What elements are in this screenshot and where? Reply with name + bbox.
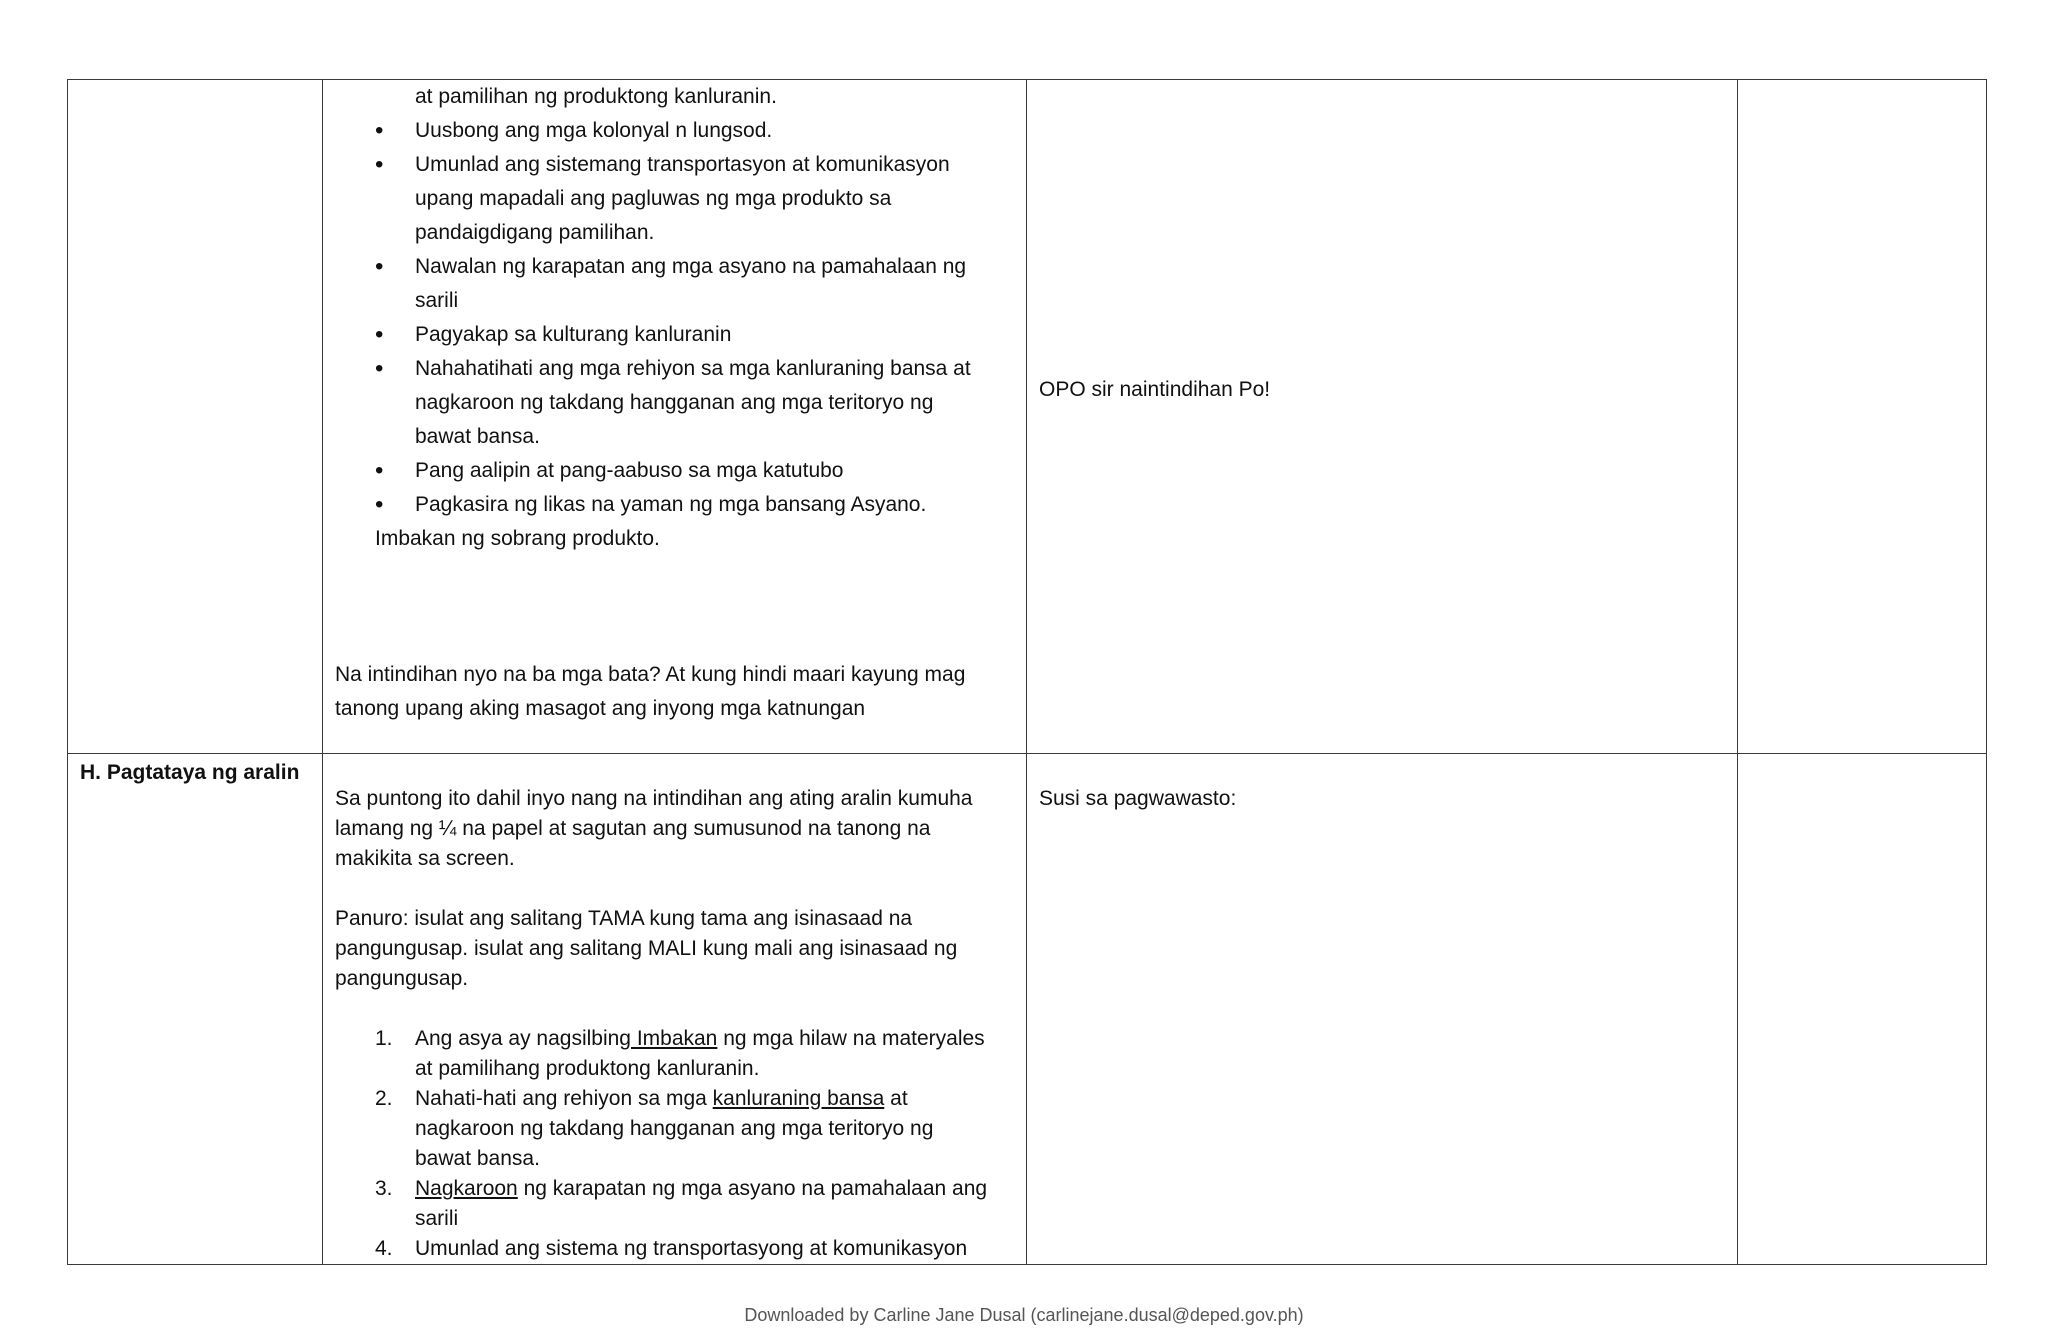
remarks-cell-empty [1738,80,1987,754]
row-label-cell [68,754,323,1265]
row-label-cell-empty [68,80,323,754]
quiz-number: 3. [375,1177,393,1200]
list-item: nagkaroon ng takdang hangganan ang mga teritoryo ng [415,391,934,414]
quiz-text: ng mga hilaw na materyales [717,1027,985,1050]
list-item: • Pagyakap sa kulturang kanluranin [335,318,1014,352]
quiz-text: Ang asya ay nagsilbing [415,1027,631,1050]
teacher-activity-cell [323,80,1027,754]
list-item: upang mapadali ang pagluwas ng mga produkto sa [415,187,892,210]
quiz-underlined-term: kanluraning bansa [712,1087,885,1110]
quiz-item [335,1084,1014,1174]
comprehension-question-line-2: tanong upang aking masagot ang inyong mga katnungan [335,697,866,720]
remarks-cell-empty [1738,754,1987,1265]
quiz-text-continued: at pamilihang produktong kanluranin. [415,1057,760,1080]
quiz-text: ng karapatan ng mga asyano na pamahalaan ang [517,1177,988,1200]
quiz-item [335,1024,1014,1084]
section-label: H. Pagtataya ng aralin [80,761,300,784]
list-item: pandaigdigang pamilihan. [415,221,655,244]
lesson-plan-table [67,79,1987,1265]
quiz-underlined-term: Imbakan [630,1027,718,1050]
assessment-cell [323,754,1027,1265]
list-item: • Uusbong ang mga kolonyal n lungsod. [335,114,1014,148]
student-activity-cell [1027,80,1738,754]
quiz-text: at [884,1087,908,1110]
quiz-number: 2. [375,1087,393,1110]
quiz-text-continued: bawat bansa. [415,1147,540,1170]
list-item: at pamilihan ng produktong kanluranin. [415,85,777,108]
table-row [68,80,1987,754]
list-item: • Umunlad ang sistemang transportasyon at komunikasyon [335,148,1014,182]
intro-line: lamang ng ¼ na papel at sagutan ang sumusunod na tanong na [335,817,931,840]
list-item: sarili [415,289,459,312]
trailing-line: Imbakan ng sobrang produkto. [375,527,660,550]
intro-line: makikita sa screen. [335,847,515,870]
quiz-text: Nahati-hati ang rehiyon sa mga [415,1087,713,1110]
quiz-number: 4. [375,1237,393,1260]
comprehension-question-line-1: Na intindihan nyo na ba mga bata? At kung hindi maari kayung mag [335,663,966,686]
list-item: • Pang aalipin at pang-aabuso sa mga katutubo [335,454,1014,488]
quiz-text-continued: sarili [415,1207,459,1230]
instruction-line: pangungusap. isulat ang salitang MALI kung mali ang isinasaad ng [335,937,958,960]
list-item: bawat bansa. [415,425,540,448]
instruction-line: pangungusap. [335,967,469,990]
list-item: • Nahahatihati ang mga rehiyon sa mga kanluraning bansa at [335,352,1014,386]
student-response: OPO sir naintindihan Po! [1039,378,1271,401]
answer-key-cell [1027,754,1738,1265]
list-item: • Pagkasira ng likas na yaman ng mga bansang Asyano. [335,488,1014,522]
quiz-number: 1. [375,1027,393,1050]
quiz-list [335,1024,1014,1264]
table-row [68,754,1987,1265]
quiz-text: Umunlad ang sistema ng transportasyong at komunikasyon [415,1237,968,1260]
quiz-underlined-term: Nagkaroon [415,1177,518,1200]
quiz-item [335,1174,1014,1234]
answer-key-label: Susi sa pagwawasto: [1039,787,1237,810]
quiz-item [335,1234,1014,1264]
quiz-text-continued: nagkaroon ng takdang hangganan ang mga teritoryo ng [415,1117,934,1140]
download-footer: Downloaded by Carline Jane Dusal (carlinejane.dusal@deped.gov.ph) [744,1305,1304,1325]
instruction-line: Panuro: isulat ang salitang TAMA kung tama ang isinasaad na [335,907,913,930]
intro-line: Sa puntong ito dahil inyo nang na intindihan ang ating aralin kumuha [335,787,973,810]
list-item: • Nawalan ng karapatan ang mga asyano na pamahalaan ng [335,250,1014,284]
effects-bullet-list [335,80,1014,522]
